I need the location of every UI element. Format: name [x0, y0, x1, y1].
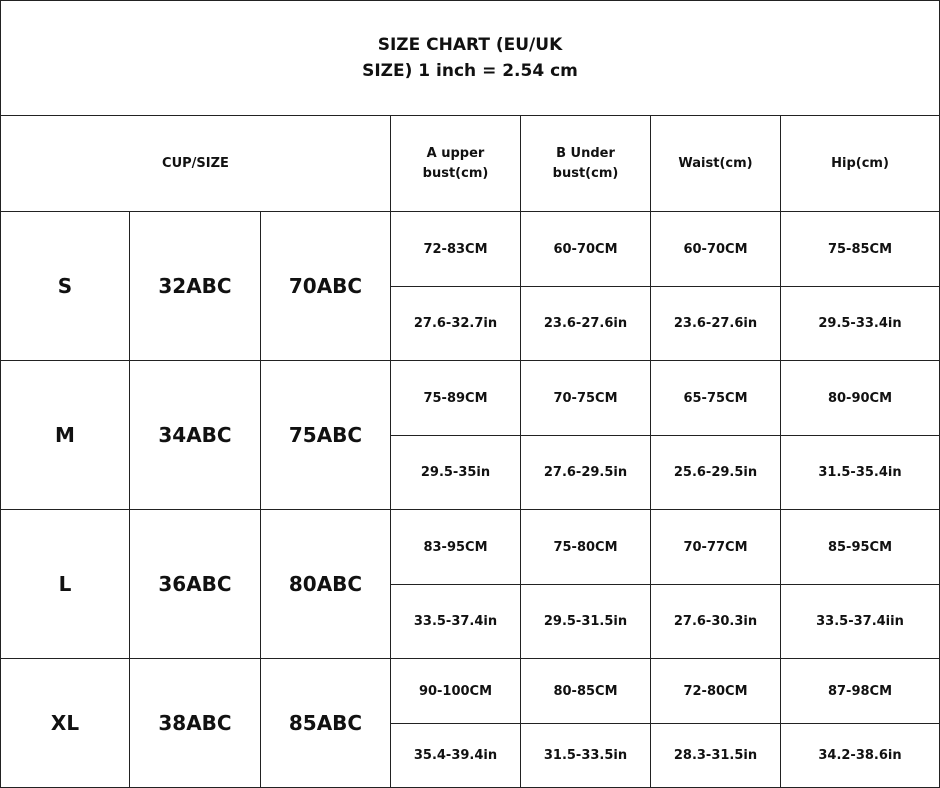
eu-band-size: 75ABC [261, 361, 391, 510]
measurement-cm: 80-90CM [781, 361, 940, 436]
eu-band-size: 85ABC [261, 659, 391, 788]
measurement-inch: 23.6-27.6in [521, 287, 651, 361]
measurement-cm: 72-83CM [391, 212, 521, 287]
chart-title-line1: SIZE CHART (EU/UK [377, 35, 563, 55]
measurement-inch: 27.6-29.5in [521, 436, 651, 510]
size-label: XL [0, 659, 130, 788]
measurement-inch: 33.5-37.4iin [781, 585, 940, 659]
measurement-inch: 29.5-31.5in [521, 585, 651, 659]
measurement-inch: 35.4-39.4in [391, 724, 521, 788]
header-hip: Hip(cm) [781, 116, 940, 212]
chart-title [0, 0, 940, 116]
measurement-inch: 27.6-30.3in [651, 585, 781, 659]
header-waist: Waist(cm) [651, 116, 781, 212]
measurement-inch: 28.3-31.5in [651, 724, 781, 788]
measurement-cm: 85-95CM [781, 510, 940, 585]
measurement-cm: 75-85CM [781, 212, 940, 287]
measurement-inch: 29.5-35in [391, 436, 521, 510]
eu-band-size: 80ABC [261, 510, 391, 659]
measurement-cm: 90-100CM [391, 659, 521, 724]
measurement-inch: 31.5-33.5in [521, 724, 651, 788]
us-band-size: 36ABC [130, 510, 261, 659]
size-label: L [0, 510, 130, 659]
measurement-cm: 65-75CM [651, 361, 781, 436]
measurement-cm: 80-85CM [521, 659, 651, 724]
eu-band-size: 70ABC [261, 212, 391, 361]
us-band-size: 34ABC [130, 361, 261, 510]
measurement-inch: 29.5-33.4in [781, 287, 940, 361]
size-label: S [0, 212, 130, 361]
header-upper-bust: A upper bust(cm) [391, 116, 521, 212]
measurement-cm: 60-70CM [521, 212, 651, 287]
measurement-inch: 34.2-38.6in [781, 724, 940, 788]
header-under-bust: B Under bust(cm) [521, 116, 651, 212]
us-band-size: 32ABC [130, 212, 261, 361]
measurement-cm: 72-80CM [651, 659, 781, 724]
header-cup-size: CUP/SIZE [0, 116, 391, 212]
us-band-size: 38ABC [130, 659, 261, 788]
measurement-cm: 70-77CM [651, 510, 781, 585]
measurement-inch: 33.5-37.4in [391, 585, 521, 659]
measurement-inch: 25.6-29.5in [651, 436, 781, 510]
size-label: M [0, 361, 130, 510]
measurement-inch: 23.6-27.6in [651, 287, 781, 361]
measurement-cm: 75-80CM [521, 510, 651, 585]
measurement-cm: 87-98CM [781, 659, 940, 724]
measurement-cm: 83-95CM [391, 510, 521, 585]
measurement-cm: 70-75CM [521, 361, 651, 436]
measurement-cm: 60-70CM [651, 212, 781, 287]
measurement-inch: 31.5-35.4in [781, 436, 940, 510]
chart-title-line2: SIZE) 1 inch = 2.54 cm [362, 61, 578, 81]
measurement-cm: 75-89CM [391, 361, 521, 436]
measurement-inch: 27.6-32.7in [391, 287, 521, 361]
